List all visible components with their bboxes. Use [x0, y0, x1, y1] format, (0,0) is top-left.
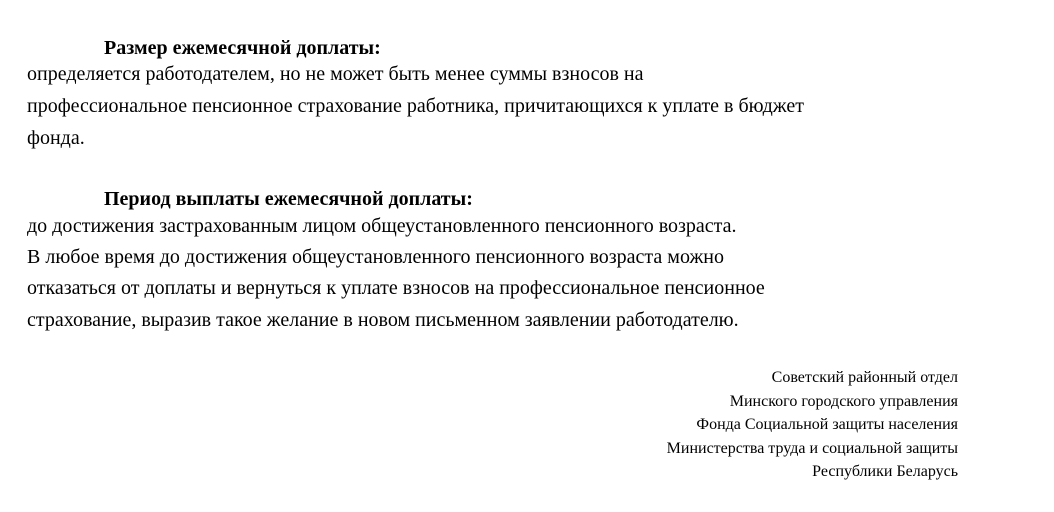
section-period-line-1: до достижения застрахованным лицом общеустановленного пенсионного возраста. — [27, 215, 737, 237]
section-heading-period: Период выплаты ежемесячной доплаты: — [104, 188, 473, 210]
signature-block — [667, 366, 958, 484]
section-amount-line-2: профессиональное пенсионное страхование работника, причитающихся к уплате в бюджет — [27, 95, 804, 117]
section-period-line-3: отказаться от доплаты и вернуться к уплате взносов на профессиональное пенсионное — [27, 277, 765, 299]
section-heading-amount: Размер ежемесячной доплаты: — [104, 37, 381, 59]
section-period-line-2: В любое время до достижения общеустановленного пенсионного возраста можно — [27, 246, 724, 268]
signature-line-3: Фонда Социальной защиты населения — [696, 416, 958, 433]
signature-line-4: Министерства труда и социальной защиты — [666, 439, 958, 457]
section-period-line-4: страхование, выразив такое желание в новом письменном заявлении работодателю. — [27, 309, 739, 331]
signature-line-2: Минского городского управления — [729, 392, 958, 410]
signature-line-5: Республики Беларусь — [812, 463, 958, 480]
signature-line-1: Советский районный отдел — [771, 369, 958, 386]
section-amount-line-1: определяется работодателем, но не может быть менее суммы взносов на — [27, 63, 644, 85]
section-amount-line-3: фонда. — [27, 127, 85, 149]
